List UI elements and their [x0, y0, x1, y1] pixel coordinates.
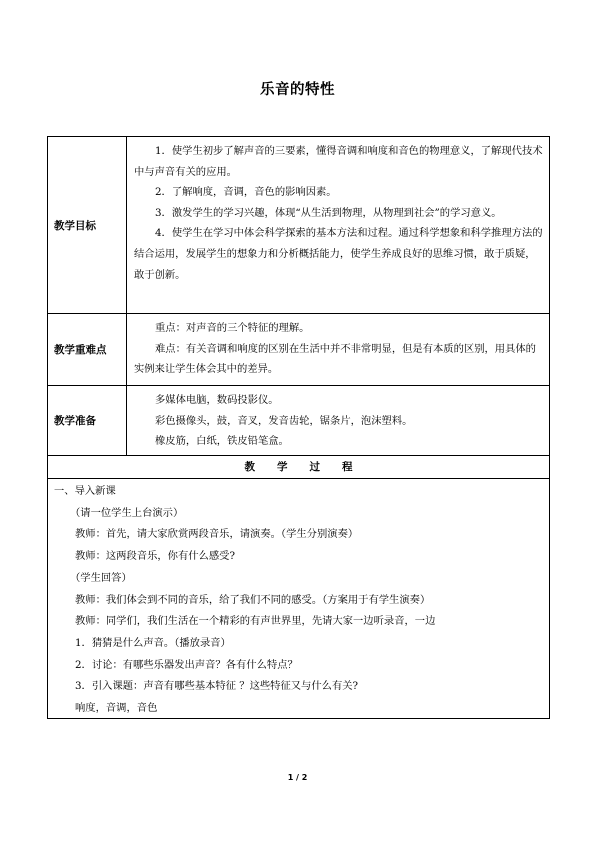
- process-line: 教师：同学们，我们生活在一个精彩的有声世界里，先请大家一边听录音，一边: [75, 615, 436, 628]
- key-points-label: 教学重难点: [48, 314, 127, 385]
- process-line: （请一位学生上台演示）: [70, 506, 184, 519]
- objective-item: 4．使学生在学习中体会科学探索的基本方法和过程。通过科学想象和科学推理方法的结合运用，发展学生的想象力和分析概括能力，使学生养成良好的思维习惯，敢于质疑，敢于创新。: [134, 227, 543, 281]
- process-line: 一、导入新课: [54, 485, 116, 497]
- process-line: 响度，音调，音色: [75, 702, 158, 715]
- document-title: 乐音的特性: [260, 82, 335, 98]
- lesson-plan-table: [47, 136, 550, 719]
- preparation-content: [128, 386, 549, 455]
- objectives-label: 教学目标: [48, 137, 127, 313]
- process-line: 2．讨论：有哪些乐器发出声音？各有什么特点？: [75, 658, 298, 671]
- process-line: （学生回答）: [70, 571, 132, 584]
- key-points-content: [128, 314, 549, 385]
- process-line: 1．猜猜是什么声音。（播放录音）: [75, 636, 231, 649]
- preparation-label: 教学准备: [48, 386, 127, 455]
- process-header: 教 学 过 程: [244, 461, 353, 473]
- process-line: 教师：我们体会到不同的音乐，给了我们不同的感受。（方案用于有学生演奏）: [75, 593, 431, 606]
- preparation-item: 橡皮筋，白纸，铁皮铅笔盒。: [155, 435, 289, 448]
- key-point-item: 难点：有关音调和响度的区别在生活中并不非常明显，但是有本质的区别，用具体的实例来让学生体会其中的差异。: [134, 342, 536, 376]
- objectives-row: [48, 137, 549, 314]
- objective-item: 2．了解响度，音调，音色的影响因素。: [155, 186, 337, 199]
- process-content: [48, 479, 549, 720]
- process-line: 教师：首先，请大家欣赏两段音乐，请演奏。（学生分别演奏）: [75, 528, 359, 541]
- key-point-item: 重点：对声音的三个特征的理解。: [155, 322, 310, 334]
- preparation-item: 多媒体电脑，数码投影仪。: [155, 394, 279, 406]
- objective-item: 1．使学生初步了解声音的三要素，懂得音调和响度和音色的物理意义，了解现代技术中与声音有关的应用。: [134, 145, 543, 178]
- objectives-content: [128, 137, 549, 313]
- key-points-row: [48, 314, 549, 386]
- process-header-row: [48, 456, 549, 479]
- objective-item: 3．激发学生的学习兴趣，体现“从生活到物理，从物理到社会”的学习意义。: [155, 206, 502, 219]
- preparation-item: 彩色摄像头，鼓，音叉，发音齿轮，锯条片，泡沫塑料。: [155, 414, 413, 427]
- process-line: 教师：这两段音乐，你有什么感受?: [75, 550, 235, 563]
- process-row: [48, 479, 549, 718]
- preparation-row: [48, 386, 549, 456]
- page-number: 1 / 2: [287, 773, 308, 782]
- process-line: 3．引入课题：声音有哪些基本特征 ？这些特征又与什么有关?: [75, 680, 359, 693]
